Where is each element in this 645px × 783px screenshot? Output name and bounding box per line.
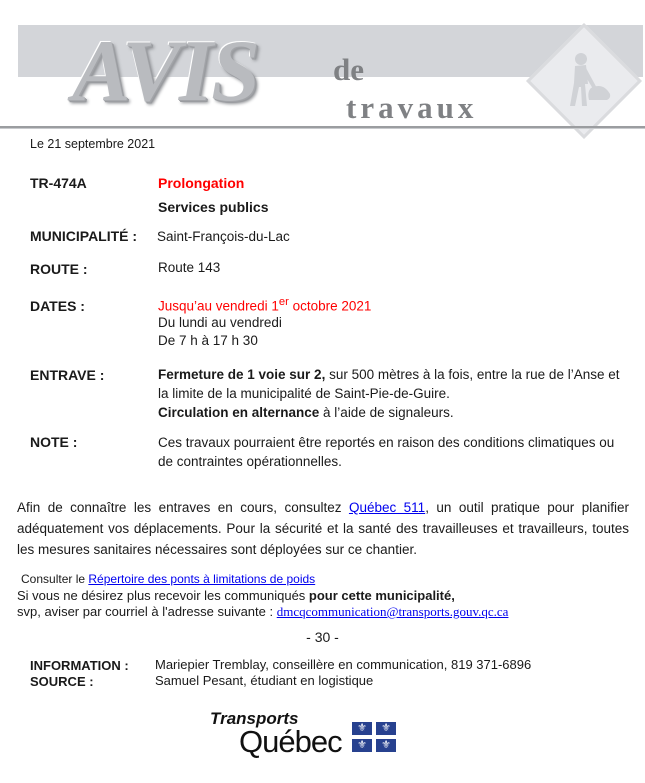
entrave-bold-1: Fermeture de 1 voie sur 2, (158, 367, 326, 382)
unsubscribe-bold: pour cette municipalité, (308, 588, 455, 603)
dates-label: DATES : (30, 298, 85, 314)
entrave-label: ENTRAVE : (30, 367, 105, 383)
source-label: SOURCE : (30, 674, 94, 689)
email-prefix: svp, aviser par courriel à l'adresse suivante : (17, 604, 277, 619)
bridge-repertory-link[interactable]: Répertoire des ponts à limitations de poids (88, 572, 316, 586)
route-label: ROUTE : (30, 261, 88, 277)
route-value: Route 143 (158, 260, 221, 275)
dates-days: Du lundi au vendredi (158, 315, 282, 330)
entrave-line-2 (158, 403, 624, 422)
note-label: NOTE : (30, 434, 78, 450)
logo-transports-text: Transports (210, 709, 299, 728)
fleur-de-lis-icon: ⚜ (376, 722, 396, 735)
email-link[interactable]: dmcqcommunication@transports.gouv.qc.ca (276, 604, 509, 619)
email-line (17, 604, 508, 620)
note-value: Ces travaux pourraient être reportés en raison des conditions climatiques ou de contraintes opérationnelles. (158, 435, 615, 469)
info-paragraph (17, 497, 629, 560)
entrave-rest-2: à l’aide de signaleurs. (319, 405, 454, 420)
entrave-rest-1: sur 500 mètres à la fois, entre la rue de l’Anse et la limite de la municipalité de Saint-Pie-de-Guire. (158, 367, 620, 401)
dates-until-suffix: octobre 2021 (288, 298, 372, 314)
entrave-line-1 (158, 365, 624, 403)
consult-line (21, 572, 315, 586)
notice-status: Prolongation (158, 175, 245, 191)
notice-category: Services publics (158, 199, 269, 215)
source-value: Samuel Pesant, étudiant en logistique (155, 673, 374, 688)
paragraph-after-link: , un outil pratique pour planifier adéquatement vos déplacements. Pour la sécurité et la santé des travailleuses et travailleurs, toutes les mesures sanitaires nécessaires sont déployées sur ce chantier. (17, 500, 629, 557)
title-avis: AVIS (72, 23, 259, 120)
notice-ref: TR-474A (30, 175, 87, 191)
consult-prefix: Consulter le (21, 572, 89, 586)
information-label: INFORMATION : (30, 658, 129, 673)
entrave-bold-2: Circulation en alternance (158, 405, 320, 420)
logo-quebec-text: Québec (239, 724, 342, 759)
header-divider (0, 126, 645, 129)
entrave-text (158, 365, 624, 422)
dates-until-prefix: Jusqu’au vendredi 1 (158, 298, 279, 314)
date-line: Le 21 septembre 2021 (30, 137, 156, 151)
information-value: Mariepier Tremblay, conseillère en communication, 819 371-6896 (155, 657, 532, 672)
dates-until (158, 296, 371, 314)
paragraph-before-link: Afin de connaître les entraves en cours, consultez (17, 500, 349, 515)
municipality-label: MUNICIPALITÉ : (30, 228, 138, 244)
end-mark: - 30 - (306, 629, 339, 645)
fleur-de-lis-icon: ⚜ (352, 722, 372, 735)
municipality-value: Saint-François-du-Lac (157, 229, 290, 244)
unsubscribe-regular: Si vous ne désirez plus recevoir les communiqués (17, 588, 309, 603)
fleur-de-lis-icon: ⚜ (376, 739, 396, 752)
dates-until-sup: er (278, 296, 289, 308)
title-de: de (333, 52, 364, 87)
quebec-511-link[interactable]: Québec 511 (348, 500, 426, 515)
quebec-flag-icon (352, 722, 396, 753)
unsubscribe-line (17, 588, 455, 603)
dates-hours: De 7 h à 17 h 30 (158, 333, 258, 348)
fleur-de-lis-icon: ⚜ (352, 739, 372, 752)
roadwork-worker-icon (541, 38, 627, 124)
title-travaux: travaux (346, 90, 478, 125)
